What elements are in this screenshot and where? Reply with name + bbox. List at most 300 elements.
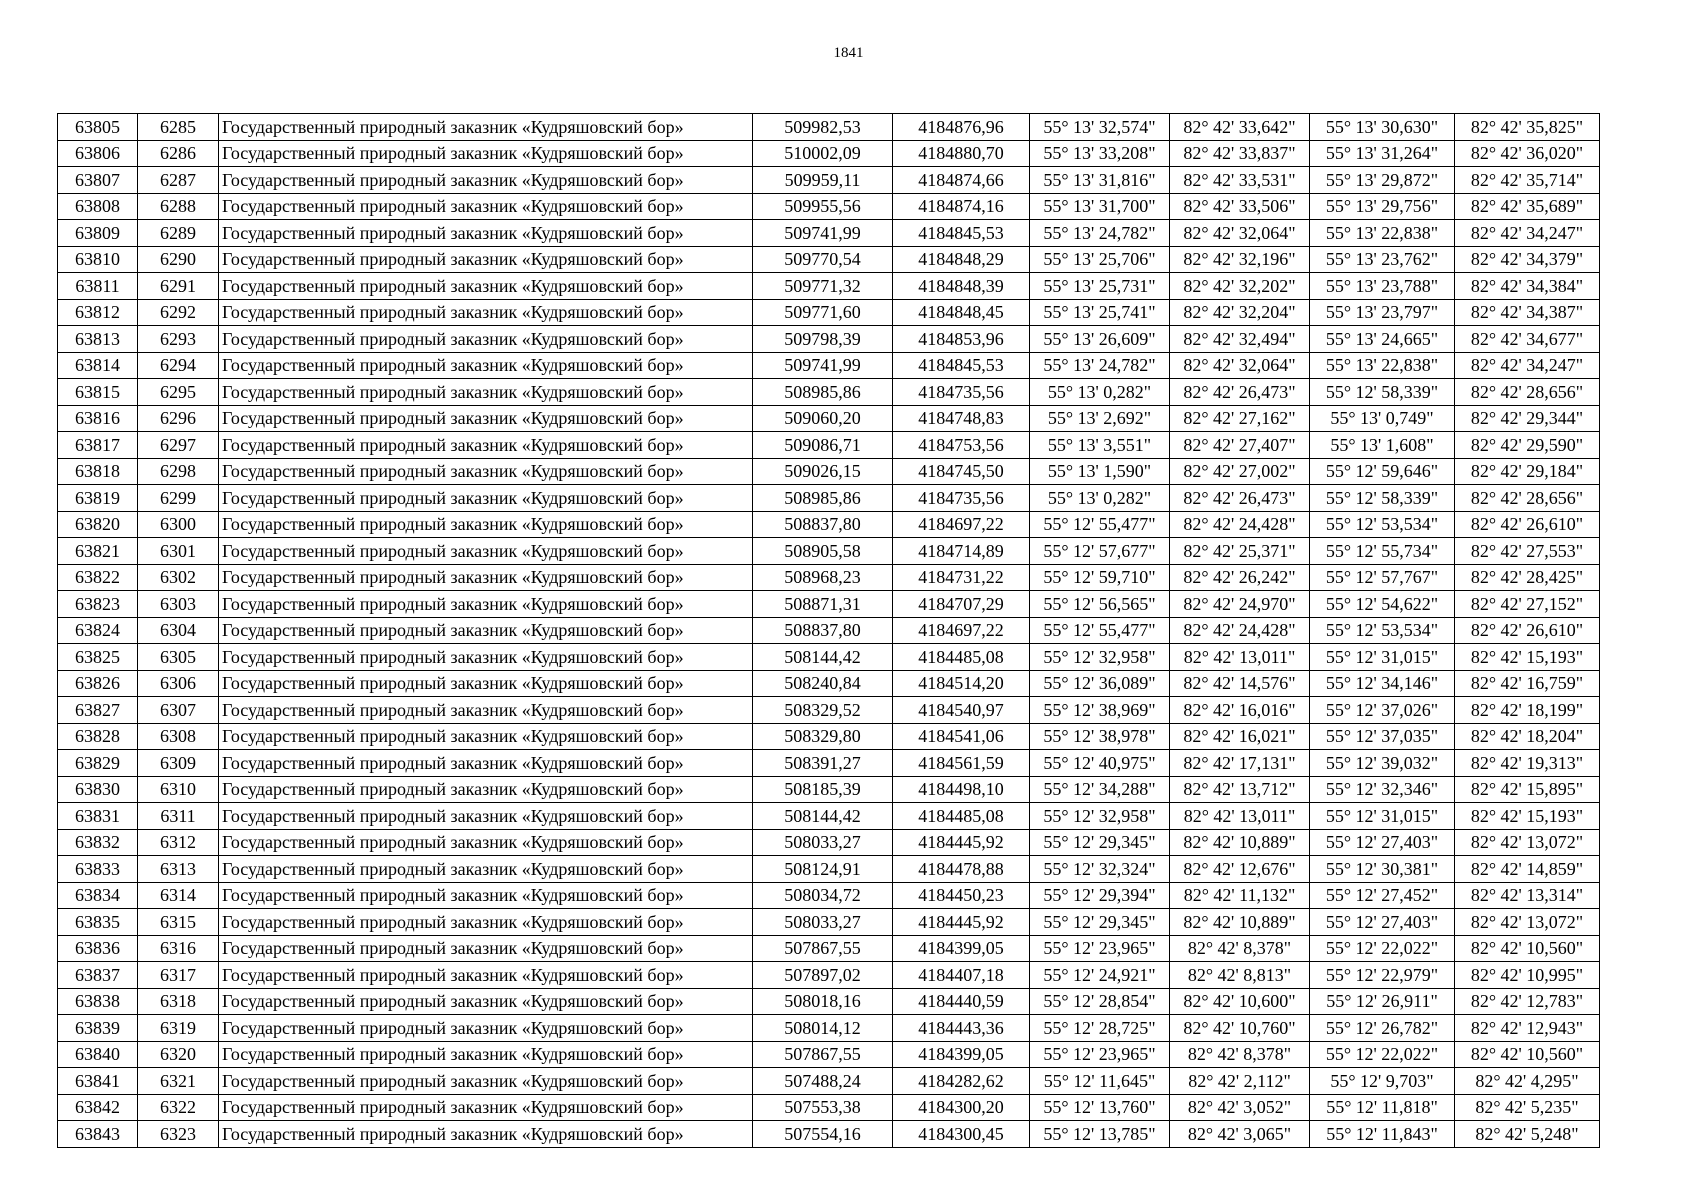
cell-latitude-b: 55° 12' 9,703" [1310, 1068, 1455, 1095]
cell-object-name: Государственный природный заказник «Кудряшовский бор» [219, 246, 753, 273]
cell-point-id: 6303 [138, 591, 219, 618]
cell-object-name: Государственный природный заказник «Кудряшовский бор» [219, 405, 753, 432]
cell-point-id: 6314 [138, 882, 219, 909]
cell-point-id: 6311 [138, 803, 219, 830]
table-row [58, 193, 1600, 220]
cell-row-id: 63819 [58, 485, 138, 512]
table-row [58, 644, 1600, 671]
cell-coord-y: 4184874,16 [893, 193, 1030, 220]
cell-coord-y: 4184753,56 [893, 432, 1030, 459]
cell-latitude-a: 55° 12' 55,477" [1030, 511, 1170, 538]
cell-row-id: 63832 [58, 829, 138, 856]
cell-latitude-a: 55° 13' 33,208" [1030, 140, 1170, 167]
cell-coord-x: 508329,80 [753, 723, 893, 750]
cell-row-id: 63808 [58, 193, 138, 220]
cell-longitude-a: 82° 42' 11,132" [1170, 882, 1310, 909]
cell-row-id: 63843 [58, 1121, 138, 1148]
cell-longitude-a: 82° 42' 27,002" [1170, 458, 1310, 485]
cell-longitude-a: 82° 42' 27,162" [1170, 405, 1310, 432]
cell-coord-x: 510002,09 [753, 140, 893, 167]
cell-row-id: 63831 [58, 803, 138, 830]
cell-longitude-b: 82° 42' 34,387" [1455, 299, 1600, 326]
cell-object-name: Государственный природный заказник «Кудряшовский бор» [219, 750, 753, 777]
table-row [58, 803, 1600, 830]
cell-longitude-a: 82° 42' 2,112" [1170, 1068, 1310, 1095]
cell-longitude-b: 82° 42' 34,247" [1455, 352, 1600, 379]
cell-longitude-b: 82° 42' 4,295" [1455, 1068, 1600, 1095]
cell-latitude-b: 55° 12' 11,818" [1310, 1094, 1455, 1121]
table-row [58, 1094, 1600, 1121]
cell-coord-y: 4184498,10 [893, 776, 1030, 803]
table-row [58, 909, 1600, 936]
cell-latitude-b: 55° 12' 32,346" [1310, 776, 1455, 803]
cell-point-id: 6292 [138, 299, 219, 326]
cell-longitude-a: 82° 42' 8,378" [1170, 935, 1310, 962]
cell-row-id: 63809 [58, 220, 138, 247]
cell-coord-x: 509959,11 [753, 167, 893, 194]
cell-coord-y: 4184514,20 [893, 670, 1030, 697]
cell-object-name: Государственный природный заказник «Кудряшовский бор» [219, 617, 753, 644]
cell-point-id: 6323 [138, 1121, 219, 1148]
cell-row-id: 63842 [58, 1094, 138, 1121]
table-row [58, 935, 1600, 962]
cell-object-name: Государственный природный заказник «Кудряшовский бор» [219, 1015, 753, 1042]
cell-object-name: Государственный природный заказник «Кудряшовский бор» [219, 856, 753, 883]
cell-row-id: 63828 [58, 723, 138, 750]
table-row [58, 246, 1600, 273]
cell-longitude-a: 82° 42' 17,131" [1170, 750, 1310, 777]
cell-object-name: Государственный природный заказник «Кудряшовский бор» [219, 352, 753, 379]
cell-point-id: 6293 [138, 326, 219, 353]
cell-point-id: 6313 [138, 856, 219, 883]
cell-longitude-b: 82° 42' 13,314" [1455, 882, 1600, 909]
cell-row-id: 63833 [58, 856, 138, 883]
cell-coord-x: 508871,31 [753, 591, 893, 618]
cell-object-name: Государственный природный заказник «Кудряшовский бор» [219, 485, 753, 512]
cell-longitude-b: 82° 42' 34,384" [1455, 273, 1600, 300]
cell-latitude-b: 55° 12' 11,843" [1310, 1121, 1455, 1148]
cell-longitude-a: 82° 42' 3,065" [1170, 1121, 1310, 1148]
cell-latitude-a: 55° 12' 28,725" [1030, 1015, 1170, 1042]
cell-object-name: Государственный природный заказник «Кудряшовский бор» [219, 167, 753, 194]
cell-latitude-a: 55° 13' 0,282" [1030, 379, 1170, 406]
cell-point-id: 6319 [138, 1015, 219, 1042]
cell-longitude-a: 82° 42' 13,011" [1170, 644, 1310, 671]
table-row [58, 273, 1600, 300]
cell-row-id: 63814 [58, 352, 138, 379]
cell-coord-y: 4184450,23 [893, 882, 1030, 909]
cell-point-id: 6312 [138, 829, 219, 856]
table-row [58, 140, 1600, 167]
cell-coord-y: 4184300,20 [893, 1094, 1030, 1121]
cell-latitude-b: 55° 13' 31,264" [1310, 140, 1455, 167]
cell-longitude-a: 82° 42' 10,889" [1170, 829, 1310, 856]
cell-object-name: Государственный природный заказник «Кудряшовский бор» [219, 379, 753, 406]
cell-coord-x: 509026,15 [753, 458, 893, 485]
cell-latitude-a: 55° 12' 57,677" [1030, 538, 1170, 565]
cell-longitude-b: 82° 42' 35,825" [1455, 114, 1600, 141]
cell-latitude-a: 55° 12' 24,921" [1030, 962, 1170, 989]
cell-latitude-a: 55° 12' 34,288" [1030, 776, 1170, 803]
cell-row-id: 63810 [58, 246, 138, 273]
cell-longitude-b: 82° 42' 26,610" [1455, 617, 1600, 644]
cell-longitude-b: 82° 42' 28,656" [1455, 379, 1600, 406]
cell-coord-x: 507554,16 [753, 1121, 893, 1148]
cell-longitude-a: 82° 42' 33,506" [1170, 193, 1310, 220]
cell-longitude-a: 82° 42' 14,576" [1170, 670, 1310, 697]
cell-latitude-b: 55° 12' 37,026" [1310, 697, 1455, 724]
cell-object-name: Государственный природный заказник «Кудряшовский бор» [219, 697, 753, 724]
cell-coord-x: 508329,52 [753, 697, 893, 724]
cell-latitude-b: 55° 12' 59,646" [1310, 458, 1455, 485]
cell-coord-x: 509770,54 [753, 246, 893, 273]
cell-object-name: Государственный природный заказник «Кудряшовский бор» [219, 193, 753, 220]
cell-longitude-b: 82° 42' 28,425" [1455, 564, 1600, 591]
table-row [58, 882, 1600, 909]
cell-coord-y: 4184541,06 [893, 723, 1030, 750]
cell-longitude-b: 82° 42' 12,943" [1455, 1015, 1600, 1042]
cell-row-id: 63834 [58, 882, 138, 909]
cell-latitude-a: 55° 12' 38,978" [1030, 723, 1170, 750]
cell-latitude-b: 55° 13' 0,749" [1310, 405, 1455, 432]
cell-row-id: 63813 [58, 326, 138, 353]
cell-latitude-b: 55° 12' 58,339" [1310, 485, 1455, 512]
cell-point-id: 6289 [138, 220, 219, 247]
cell-latitude-a: 55° 13' 25,706" [1030, 246, 1170, 273]
cell-row-id: 63827 [58, 697, 138, 724]
coordinates-table [57, 113, 1600, 1148]
table-row [58, 670, 1600, 697]
cell-longitude-a: 82° 42' 26,473" [1170, 485, 1310, 512]
cell-coord-x: 508185,39 [753, 776, 893, 803]
cell-latitude-a: 55° 13' 25,741" [1030, 299, 1170, 326]
page-number: 1841 [833, 45, 864, 61]
cell-point-id: 6317 [138, 962, 219, 989]
cell-object-name: Государственный природный заказник «Кудряшовский бор» [219, 140, 753, 167]
cell-latitude-b: 55° 12' 53,534" [1310, 617, 1455, 644]
cell-point-id: 6304 [138, 617, 219, 644]
cell-coord-y: 4184731,22 [893, 564, 1030, 591]
cell-latitude-b: 55° 13' 23,788" [1310, 273, 1455, 300]
cell-point-id: 6305 [138, 644, 219, 671]
cell-row-id: 63839 [58, 1015, 138, 1042]
cell-longitude-a: 82° 42' 32,494" [1170, 326, 1310, 353]
table-row [58, 379, 1600, 406]
cell-coord-y: 4184880,70 [893, 140, 1030, 167]
cell-coord-y: 4184874,66 [893, 167, 1030, 194]
cell-point-id: 6299 [138, 485, 219, 512]
cell-coord-x: 508391,27 [753, 750, 893, 777]
cell-latitude-b: 55° 13' 22,838" [1310, 352, 1455, 379]
table-row [58, 564, 1600, 591]
cell-latitude-b: 55° 12' 53,534" [1310, 511, 1455, 538]
cell-object-name: Государственный природный заказник «Кудряшовский бор» [219, 829, 753, 856]
cell-latitude-a: 55° 12' 11,645" [1030, 1068, 1170, 1095]
cell-row-id: 63825 [58, 644, 138, 671]
table-row [58, 352, 1600, 379]
cell-row-id: 63823 [58, 591, 138, 618]
cell-coord-y: 4184399,05 [893, 935, 1030, 962]
table-row [58, 776, 1600, 803]
cell-latitude-a: 55° 12' 23,965" [1030, 1041, 1170, 1068]
cell-coord-x: 507867,55 [753, 1041, 893, 1068]
cell-coord-x: 508240,84 [753, 670, 893, 697]
cell-latitude-a: 55° 12' 29,345" [1030, 829, 1170, 856]
cell-coord-y: 4184735,56 [893, 379, 1030, 406]
cell-latitude-a: 55° 13' 25,731" [1030, 273, 1170, 300]
cell-latitude-a: 55° 12' 32,958" [1030, 803, 1170, 830]
cell-longitude-a: 82° 42' 10,760" [1170, 1015, 1310, 1042]
cell-coord-y: 4184697,22 [893, 617, 1030, 644]
cell-coord-y: 4184853,96 [893, 326, 1030, 353]
cell-longitude-a: 82° 42' 13,712" [1170, 776, 1310, 803]
cell-latitude-a: 55° 12' 29,345" [1030, 909, 1170, 936]
cell-coord-x: 508837,80 [753, 617, 893, 644]
cell-coord-y: 4184748,83 [893, 405, 1030, 432]
cell-row-id: 63806 [58, 140, 138, 167]
table-row [58, 829, 1600, 856]
cell-point-id: 6320 [138, 1041, 219, 1068]
table-row [58, 1041, 1600, 1068]
cell-row-id: 63821 [58, 538, 138, 565]
cell-latitude-b: 55° 13' 29,872" [1310, 167, 1455, 194]
table-row [58, 167, 1600, 194]
cell-object-name: Государственный природный заказник «Кудряшовский бор» [219, 882, 753, 909]
cell-object-name: Государственный природный заказник «Кудряшовский бор» [219, 326, 753, 353]
cell-latitude-b: 55° 13' 23,797" [1310, 299, 1455, 326]
cell-latitude-b: 55° 12' 26,911" [1310, 988, 1455, 1015]
cell-row-id: 63812 [58, 299, 138, 326]
cell-longitude-b: 82° 42' 34,379" [1455, 246, 1600, 273]
cell-object-name: Государственный природный заказник «Кудряшовский бор» [219, 273, 753, 300]
cell-coord-x: 508124,91 [753, 856, 893, 883]
cell-object-name: Государственный природный заказник «Кудряшовский бор» [219, 432, 753, 459]
table-row [58, 485, 1600, 512]
cell-latitude-b: 55° 13' 23,762" [1310, 246, 1455, 273]
cell-longitude-b: 82° 42' 12,783" [1455, 988, 1600, 1015]
cell-longitude-b: 82° 42' 27,553" [1455, 538, 1600, 565]
cell-latitude-a: 55° 12' 40,975" [1030, 750, 1170, 777]
cell-coord-x: 509771,60 [753, 299, 893, 326]
cell-object-name: Государственный природный заказник «Кудряшовский бор» [219, 114, 753, 141]
cell-coord-x: 509955,56 [753, 193, 893, 220]
cell-object-name: Государственный природный заказник «Кудряшовский бор» [219, 458, 753, 485]
cell-object-name: Государственный природный заказник «Кудряшовский бор» [219, 1094, 753, 1121]
cell-longitude-b: 82° 42' 13,072" [1455, 909, 1600, 936]
cell-longitude-a: 82° 42' 10,889" [1170, 909, 1310, 936]
table-row [58, 591, 1600, 618]
cell-point-id: 6306 [138, 670, 219, 697]
cell-latitude-a: 55° 13' 32,574" [1030, 114, 1170, 141]
cell-latitude-b: 55° 12' 22,022" [1310, 1041, 1455, 1068]
cell-object-name: Государственный природный заказник «Кудряшовский бор» [219, 962, 753, 989]
cell-latitude-a: 55° 12' 13,785" [1030, 1121, 1170, 1148]
table-row [58, 299, 1600, 326]
cell-coord-y: 4184440,59 [893, 988, 1030, 1015]
cell-point-id: 6300 [138, 511, 219, 538]
cell-coord-y: 4184745,50 [893, 458, 1030, 485]
cell-longitude-a: 82° 42' 33,531" [1170, 167, 1310, 194]
cell-latitude-b: 55° 12' 37,035" [1310, 723, 1455, 750]
cell-row-id: 63816 [58, 405, 138, 432]
cell-coord-x: 508968,23 [753, 564, 893, 591]
cell-coord-x: 509771,32 [753, 273, 893, 300]
cell-coord-y: 4184407,18 [893, 962, 1030, 989]
cell-coord-y: 4184876,96 [893, 114, 1030, 141]
cell-coord-x: 509086,71 [753, 432, 893, 459]
cell-row-id: 63840 [58, 1041, 138, 1068]
cell-coord-y: 4184300,45 [893, 1121, 1030, 1148]
cell-longitude-a: 82° 42' 13,011" [1170, 803, 1310, 830]
cell-longitude-b: 82° 42' 18,199" [1455, 697, 1600, 724]
cell-latitude-b: 55° 12' 58,339" [1310, 379, 1455, 406]
cell-object-name: Государственный природный заказник «Кудряшовский бор» [219, 220, 753, 247]
table-row [58, 405, 1600, 432]
cell-latitude-b: 55° 12' 22,979" [1310, 962, 1455, 989]
cell-coord-x: 509741,99 [753, 220, 893, 247]
cell-point-id: 6315 [138, 909, 219, 936]
cell-object-name: Государственный природный заказник «Кудряшовский бор» [219, 1041, 753, 1068]
cell-longitude-a: 82° 42' 3,052" [1170, 1094, 1310, 1121]
cell-latitude-a: 55° 12' 36,089" [1030, 670, 1170, 697]
cell-longitude-b: 82° 42' 10,560" [1455, 1041, 1600, 1068]
cell-point-id: 6296 [138, 405, 219, 432]
cell-latitude-a: 55° 12' 28,854" [1030, 988, 1170, 1015]
cell-longitude-b: 82° 42' 10,560" [1455, 935, 1600, 962]
cell-row-id: 63818 [58, 458, 138, 485]
cell-longitude-a: 82° 42' 16,016" [1170, 697, 1310, 724]
cell-latitude-a: 55° 13' 0,282" [1030, 485, 1170, 512]
table-row [58, 617, 1600, 644]
cell-latitude-b: 55° 13' 24,665" [1310, 326, 1455, 353]
cell-coord-x: 508014,12 [753, 1015, 893, 1042]
cell-coord-y: 4184540,97 [893, 697, 1030, 724]
cell-coord-y: 4184848,45 [893, 299, 1030, 326]
cell-latitude-b: 55° 13' 1,608" [1310, 432, 1455, 459]
table-row [58, 1121, 1600, 1148]
cell-row-id: 63830 [58, 776, 138, 803]
cell-point-id: 6288 [138, 193, 219, 220]
cell-longitude-b: 82° 42' 35,689" [1455, 193, 1600, 220]
cell-point-id: 6301 [138, 538, 219, 565]
table-row [58, 538, 1600, 565]
cell-point-id: 6285 [138, 114, 219, 141]
cell-latitude-b: 55° 13' 22,838" [1310, 220, 1455, 247]
table-row [58, 458, 1600, 485]
cell-coord-y: 4184561,59 [893, 750, 1030, 777]
cell-latitude-a: 55° 13' 2,692" [1030, 405, 1170, 432]
table-row [58, 723, 1600, 750]
cell-coord-y: 4184445,92 [893, 909, 1030, 936]
cell-row-id: 63835 [58, 909, 138, 936]
cell-row-id: 63837 [58, 962, 138, 989]
cell-longitude-a: 82° 42' 32,064" [1170, 220, 1310, 247]
cell-object-name: Государственный природный заказник «Кудряшовский бор» [219, 776, 753, 803]
cell-longitude-a: 82° 42' 32,202" [1170, 273, 1310, 300]
table-row [58, 856, 1600, 883]
cell-point-id: 6302 [138, 564, 219, 591]
cell-coord-x: 508034,72 [753, 882, 893, 909]
cell-row-id: 63811 [58, 273, 138, 300]
cell-coord-x: 507897,02 [753, 962, 893, 989]
cell-coord-x: 508985,86 [753, 379, 893, 406]
cell-latitude-b: 55° 12' 31,015" [1310, 803, 1455, 830]
cell-latitude-b: 55° 12' 27,452" [1310, 882, 1455, 909]
cell-latitude-b: 55° 12' 26,782" [1310, 1015, 1455, 1042]
cell-object-name: Государственный природный заказник «Кудряшовский бор» [219, 670, 753, 697]
cell-longitude-a: 82° 42' 32,196" [1170, 246, 1310, 273]
cell-row-id: 63841 [58, 1068, 138, 1095]
cell-coord-x: 509982,53 [753, 114, 893, 141]
cell-coord-x: 508985,86 [753, 485, 893, 512]
cell-point-id: 6318 [138, 988, 219, 1015]
cell-longitude-b: 82° 42' 29,590" [1455, 432, 1600, 459]
cell-longitude-b: 82° 42' 16,759" [1455, 670, 1600, 697]
cell-latitude-a: 55° 12' 32,324" [1030, 856, 1170, 883]
cell-point-id: 6294 [138, 352, 219, 379]
cell-longitude-a: 82° 42' 12,676" [1170, 856, 1310, 883]
table-body [58, 114, 1600, 1148]
cell-point-id: 6298 [138, 458, 219, 485]
cell-longitude-b: 82° 42' 5,235" [1455, 1094, 1600, 1121]
cell-coord-x: 508018,16 [753, 988, 893, 1015]
cell-longitude-b: 82° 42' 27,152" [1455, 591, 1600, 618]
cell-row-id: 63807 [58, 167, 138, 194]
cell-object-name: Государственный природный заказник «Кудряшовский бор» [219, 723, 753, 750]
cell-latitude-b: 55° 12' 34,146" [1310, 670, 1455, 697]
cell-point-id: 6287 [138, 167, 219, 194]
cell-longitude-b: 82° 42' 10,995" [1455, 962, 1600, 989]
cell-row-id: 63829 [58, 750, 138, 777]
cell-latitude-a: 55° 12' 29,394" [1030, 882, 1170, 909]
cell-latitude-a: 55° 13' 31,700" [1030, 193, 1170, 220]
cell-point-id: 6286 [138, 140, 219, 167]
cell-latitude-a: 55° 12' 38,969" [1030, 697, 1170, 724]
cell-latitude-a: 55° 12' 13,760" [1030, 1094, 1170, 1121]
cell-object-name: Государственный природный заказник «Кудряшовский бор» [219, 909, 753, 936]
cell-coord-y: 4184485,08 [893, 644, 1030, 671]
cell-object-name: Государственный природный заказник «Кудряшовский бор» [219, 591, 753, 618]
cell-coord-y: 4184845,53 [893, 220, 1030, 247]
cell-longitude-b: 82° 42' 5,248" [1455, 1121, 1600, 1148]
cell-coord-y: 4184845,53 [893, 352, 1030, 379]
cell-point-id: 6290 [138, 246, 219, 273]
cell-point-id: 6308 [138, 723, 219, 750]
cell-coord-x: 507553,38 [753, 1094, 893, 1121]
cell-latitude-a: 55° 12' 59,710" [1030, 564, 1170, 591]
cell-longitude-b: 82° 42' 29,344" [1455, 405, 1600, 432]
cell-object-name: Государственный природный заказник «Кудряшовский бор» [219, 299, 753, 326]
cell-row-id: 63838 [58, 988, 138, 1015]
cell-latitude-a: 55° 12' 56,565" [1030, 591, 1170, 618]
cell-coord-x: 508033,27 [753, 909, 893, 936]
cell-coord-y: 4184485,08 [893, 803, 1030, 830]
cell-latitude-b: 55° 12' 54,622" [1310, 591, 1455, 618]
cell-coord-y: 4184443,36 [893, 1015, 1030, 1042]
cell-row-id: 63836 [58, 935, 138, 962]
cell-row-id: 63817 [58, 432, 138, 459]
cell-row-id: 63826 [58, 670, 138, 697]
cell-longitude-a: 82° 42' 8,813" [1170, 962, 1310, 989]
cell-latitude-a: 55° 13' 24,782" [1030, 220, 1170, 247]
table-row [58, 1068, 1600, 1095]
cell-latitude-a: 55° 13' 26,609" [1030, 326, 1170, 353]
cell-longitude-b: 82° 42' 34,677" [1455, 326, 1600, 353]
cell-latitude-b: 55° 12' 55,734" [1310, 538, 1455, 565]
cell-longitude-a: 82° 42' 10,600" [1170, 988, 1310, 1015]
table-row [58, 988, 1600, 1015]
cell-longitude-a: 82° 42' 26,473" [1170, 379, 1310, 406]
